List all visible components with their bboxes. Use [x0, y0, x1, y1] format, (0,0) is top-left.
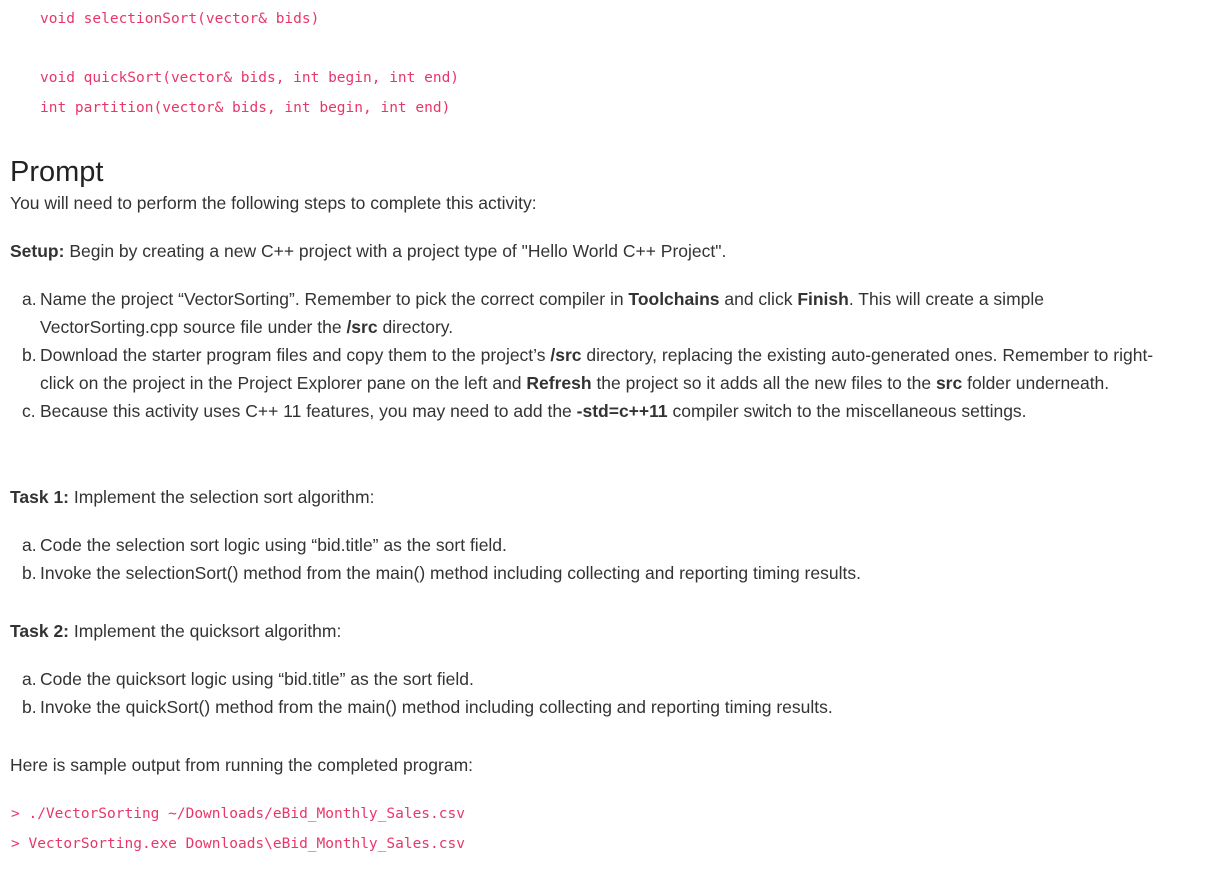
- setup-step-a: [22, 285, 1180, 341]
- step-marker: a.: [22, 669, 37, 689]
- emphasis-text: /src: [346, 317, 378, 337]
- step-marker: b.: [22, 697, 37, 717]
- step-marker: a.: [22, 289, 37, 309]
- emphasis-text: Refresh: [526, 373, 592, 393]
- code-signature-partition: int partition(vector& bids, int begin, int end): [40, 100, 451, 116]
- task1-text: Implement the selection sort algorithm:: [69, 487, 375, 507]
- emphasis-text: /src: [550, 345, 582, 365]
- setup-step-b-text: Download the starter program files and copy them to the project’s /src directory, replacing the existing auto-generated ones. Remember to right-click on the project in the Project Explorer pane on the left and Refresh the project so it adds all the new files to the src folder underneath.: [40, 345, 1154, 393]
- code-signature-selection-sort: void selectionSort(vector& bids): [40, 11, 320, 27]
- sample-command-windows: > VectorSorting.exe Downloads\eBid_Monthly_Sales.csv: [11, 836, 465, 852]
- task2-label: Task 2:: [10, 621, 70, 641]
- setup-step-a-text: Name the project “VectorSorting”. Remember to pick the correct compiler in Toolchains and click Finish. This will create a simple VectorSorting.cpp source file under the /src directory.: [40, 289, 1045, 337]
- sample-output-intro: Here is sample output from running the completed program:: [10, 755, 474, 775]
- sample-command-unix: > ./VectorSorting ~/Downloads/eBid_Monthly_Sales.csv: [11, 806, 465, 822]
- emphasis-text: Finish: [797, 289, 849, 309]
- task2-step-b-text: Invoke the quickSort() method from the main() method including collecting and reporting timing results.: [40, 697, 833, 717]
- setup-steps-list: [22, 285, 1180, 425]
- task2-step-a-text: Code the quicksort logic using “bid.title” as the sort field.: [40, 669, 474, 689]
- task2-text: Implement the quicksort algorithm:: [69, 621, 342, 641]
- code-signature-quick-sort: void quickSort(vector& bids, int begin, int end): [40, 70, 460, 86]
- task2-paragraph: [10, 619, 341, 643]
- task1-step-b-text: Invoke the selectionSort() method from the main() method including collecting and reporting timing results.: [40, 563, 861, 583]
- task1-label: Task 1:: [10, 487, 70, 507]
- step-marker: b.: [22, 345, 37, 365]
- step-marker: c.: [22, 401, 36, 421]
- prompt-intro: You will need to perform the following steps to complete this activity:: [10, 193, 537, 213]
- task1-step-a-text: Code the selection sort logic using “bid.title” as the sort field.: [40, 535, 507, 555]
- task2-steps-list: [22, 665, 833, 721]
- step-marker: a.: [22, 535, 37, 555]
- setup-step-c: [22, 397, 1180, 425]
- setup-label: Setup:: [10, 241, 65, 261]
- task1-step-b: [22, 559, 861, 587]
- setup-step-c-text: Because this activity uses C++ 11 features, you may need to add the -std=c++11 compiler switch to the miscellaneous settings.: [40, 401, 1027, 421]
- step-marker: b.: [22, 563, 37, 583]
- emphasis-text: src: [935, 373, 963, 393]
- setup-text: Begin by creating a new C++ project with a project type of "Hello World C++ Project".: [64, 241, 727, 261]
- task1-step-a: [22, 531, 861, 559]
- setup-paragraph: [10, 239, 726, 263]
- setup-step-b: [22, 341, 1180, 397]
- task1-steps-list: [22, 531, 861, 587]
- task2-step-b: [22, 693, 833, 721]
- prompt-heading: Prompt: [10, 156, 104, 188]
- task2-step-a: [22, 665, 833, 693]
- task1-paragraph: [10, 485, 374, 509]
- emphasis-text: -std=c++11: [576, 401, 668, 421]
- emphasis-text: Toolchains: [628, 289, 720, 309]
